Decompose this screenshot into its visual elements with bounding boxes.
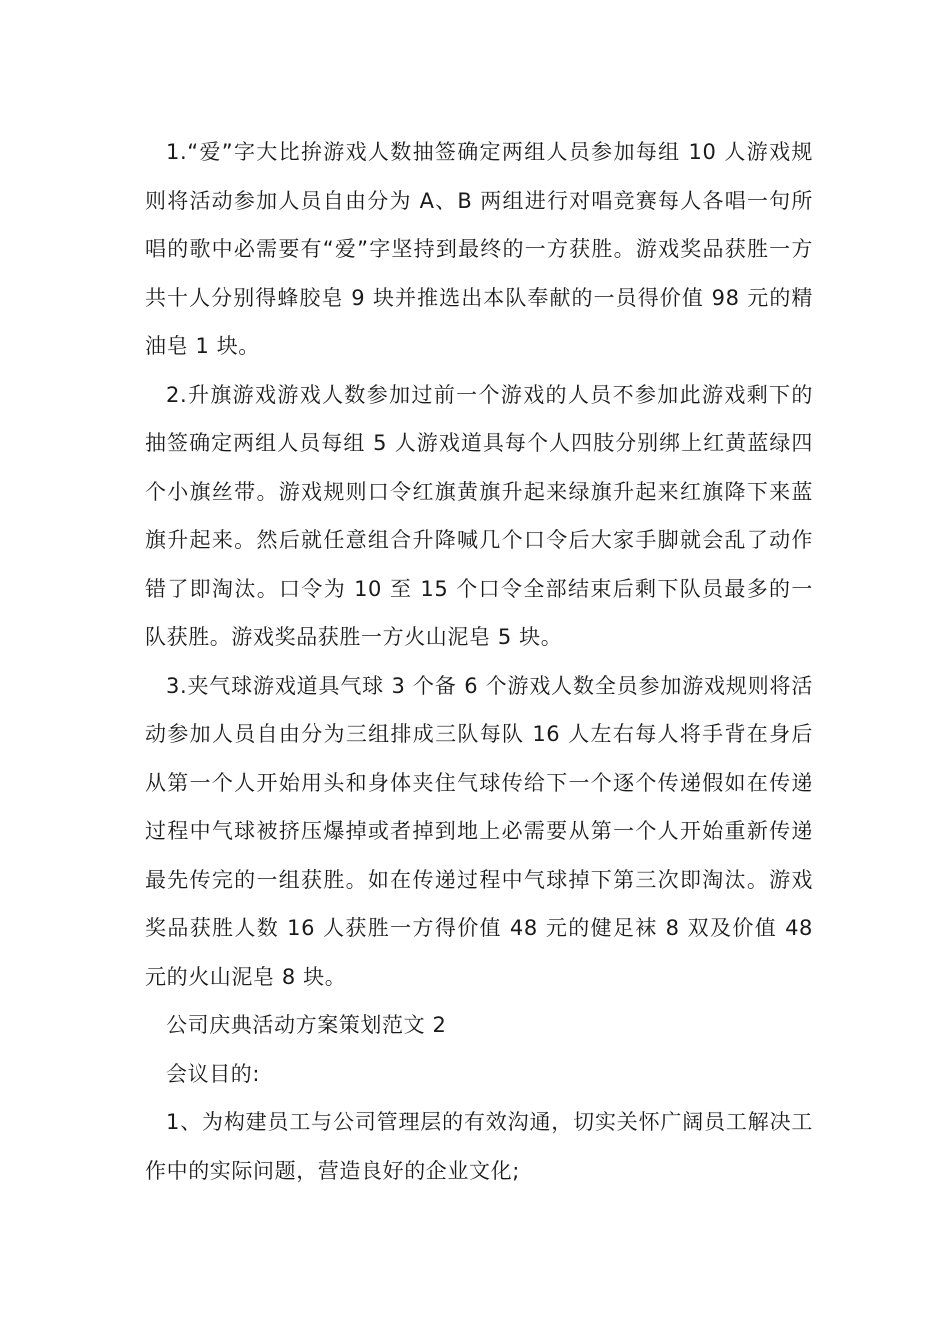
section-heading: 公司庆典活动方案策划范文 2 — [166, 1013, 447, 1037]
meeting-purpose-item: 1、为构建员工与公司管理层的有效沟通，切实关怀广阔员工解决工作中的实际问题，营造良好的企业文化; — [145, 1110, 813, 1183]
meeting-purpose-label: 会议目的: — [166, 1061, 261, 1086]
document-body — [145, 128, 813, 1195]
paragraph-game-love: 1.“爱”字大比拚游戏人数抽签确定两组人员参加每组 10 人游戏规则将活动参加人员自由分为 A、B 两组进行对唱竞赛每人各唱一句所唱的歌中必需要有“爱”字坚持到最终的一方获胜。游戏奖品获胜一方共十人分别得蜂胶皂 9 块并推选出本队奉献的一员得价值 98 元的精油皂 1 块。 — [145, 140, 813, 358]
paragraph-game-balloon: 3.夹气球游戏道具气球 3 个备 6 个游戏人数全员参加游戏规则将活动参加人员自由分为三组排成三队每队 16 人左右每人将手背在身后从第一个人开始用头和身体夹住气球传给下一个逐个传递假如在传递过程中气球被挤压爆掉或者掉到地上必需要从第一个人开始重新传递最先传完的一组获胜。如在传递过程中气球掉下第三次即淘汰。游戏奖品获胜人数 16 人获胜一方得价值 48 元的健足袜 8 双及价值 48 元的火山泥皂 8 块。 — [145, 673, 813, 989]
paragraph-game-flag: 2.升旗游戏游戏人数参加过前一个游戏的人员不参加此游戏剩下的抽签确定两组人员每组 5 人游戏道具每个人四肢分别绑上红黄蓝绿四个小旗丝带。游戏规则口令红旗黄旗升起来绿旗升起来红旗降下来蓝旗升起来。然后就任意组合升降喊几个口令后大家手脚就会乱了动作错了即淘汰。口令为 10 至 15 个口令全部结束后剩下队员最多的一队获胜。游戏奖品获胜一方火山泥皂 5 块。 — [145, 382, 813, 649]
